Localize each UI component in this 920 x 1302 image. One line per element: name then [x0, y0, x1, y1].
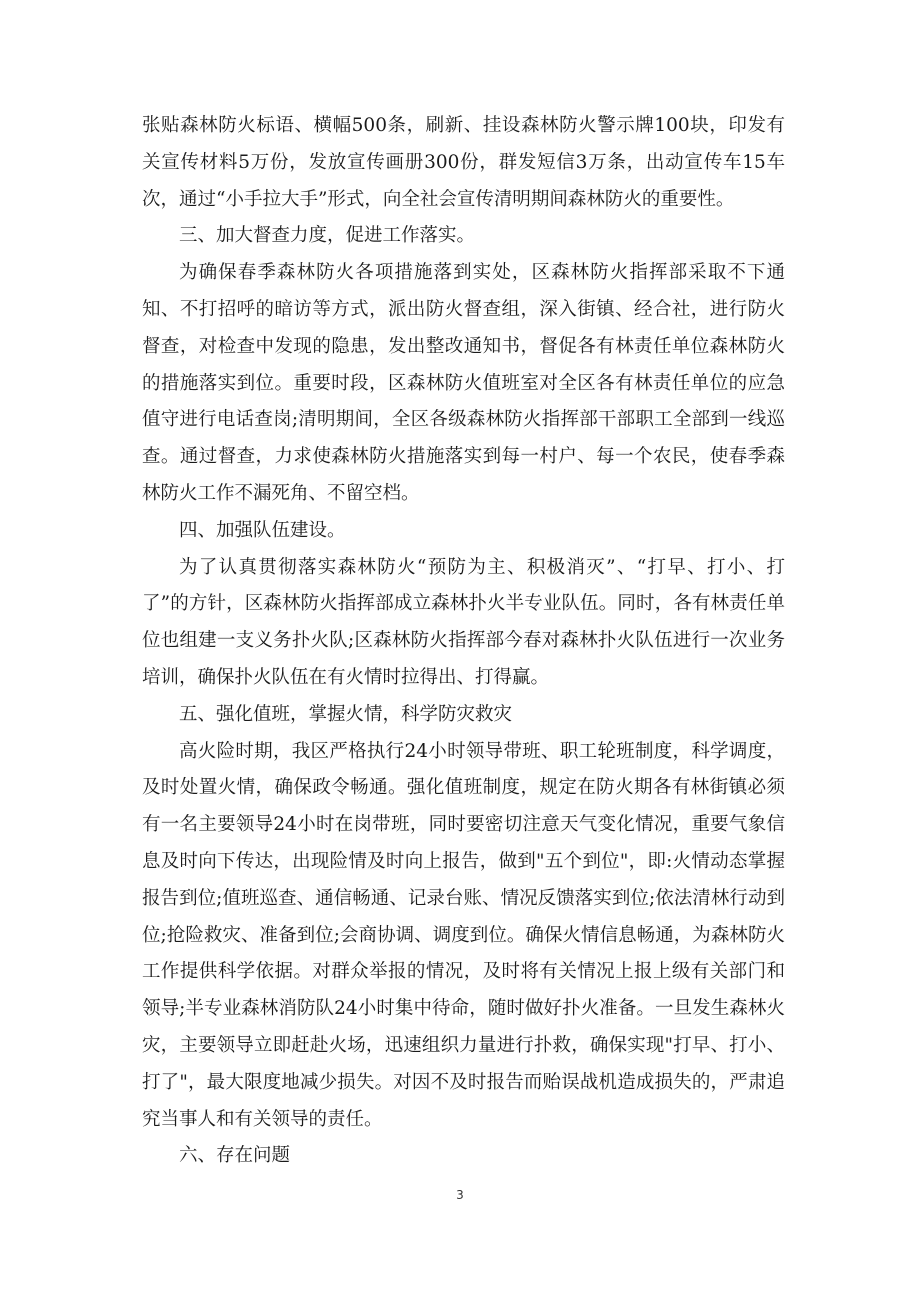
heading-supervision: 三、加大督查力度，促进工作落实。 [179, 225, 476, 247]
page-number: 3 [456, 1188, 464, 1202]
paragraph-publicity: 张贴森林防火标语、横幅500条，刷新、挂设森林防火警示牌100块，印发有关宣传材料5万份，发放宣传画册300份，群发短信3万条，出动宣传车15车次，通过“小手拉大手”形式，向全社会宣传清明期间森林防火的重要性。 [142, 115, 785, 210]
heading-duty: 五、强化值班，掌握火情，科学防灾救灾 [179, 703, 513, 725]
paragraph-team-building: 为了认真贯彻落实森林防火“预防为主、积极消灭”、“打早、打小、打了”的方针，区森林防火指挥部成立森林扑火半专业队伍。同时，各有林责任单位也组建一支义务扑火队;区森林防火指挥部今春对森林扑火队伍进行一次业务培训，确保扑火队伍在有火情时拉得出、打得赢。 [142, 556, 785, 688]
document-body [142, 108, 785, 1175]
paragraph-supervision: 为确保春季森林防火各项措施落到实处，区森林防火指挥部采取不下通知、不打招呼的暗访等方式，派出防火督查组，深入街镇、经合社，进行防火督查，对检查中发现的隐患，发出整改通知书，督促各有林责任单位森林防火的措施落实到位。重要时段，区森林防火值班室对全区各有林责任单位的应急值守进行电话查岗;清明期间，全区各级森林防火指挥部干部职工全部到一线巡查。通过督查，力求使森林防火措施落实到每一村户、每一个农民，使春季森林防火工作不漏死角、不留空档。 [142, 262, 785, 504]
paragraph-duty: 高火险时期，我区严格执行24小时领导带班、职工轮班制度，科学调度，及时处置火情，确保政令畅通。强化值班制度，规定在防火期各有林街镇必须有一名主要领导24小时在岗带班，同时要密切注意天气变化情况，重要气象信息及时向下传达，出现险情及时向上报告，做到"五个到位"，即:火情动态掌握报告到位;值班巡查、通信畅通、记录台账、情况反馈落实到位;依法清林行动到位;抢险救灾、准备到位;会商协调、调度到位。确保火情信息畅通，为森林防火工作提供科学依据。对群众举报的情况，及时将有关情况上报上级有关部门和领导;半专业森林消防队24小时集中待命，随时做好扑火准备。一旦发生森林火灾，主要领导立即赶赴火场，迅速组织力量进行扑救，确保实现"打早、打小、打了"，最大限度地减少损失。对因不及时报告而贻误战机造成损失的，严肃追究当事人和有关领导的责任。 [142, 740, 785, 1130]
heading-team-building: 四、加强队伍建设。 [179, 519, 346, 541]
heading-problems: 六、存在问题 [179, 1145, 291, 1167]
